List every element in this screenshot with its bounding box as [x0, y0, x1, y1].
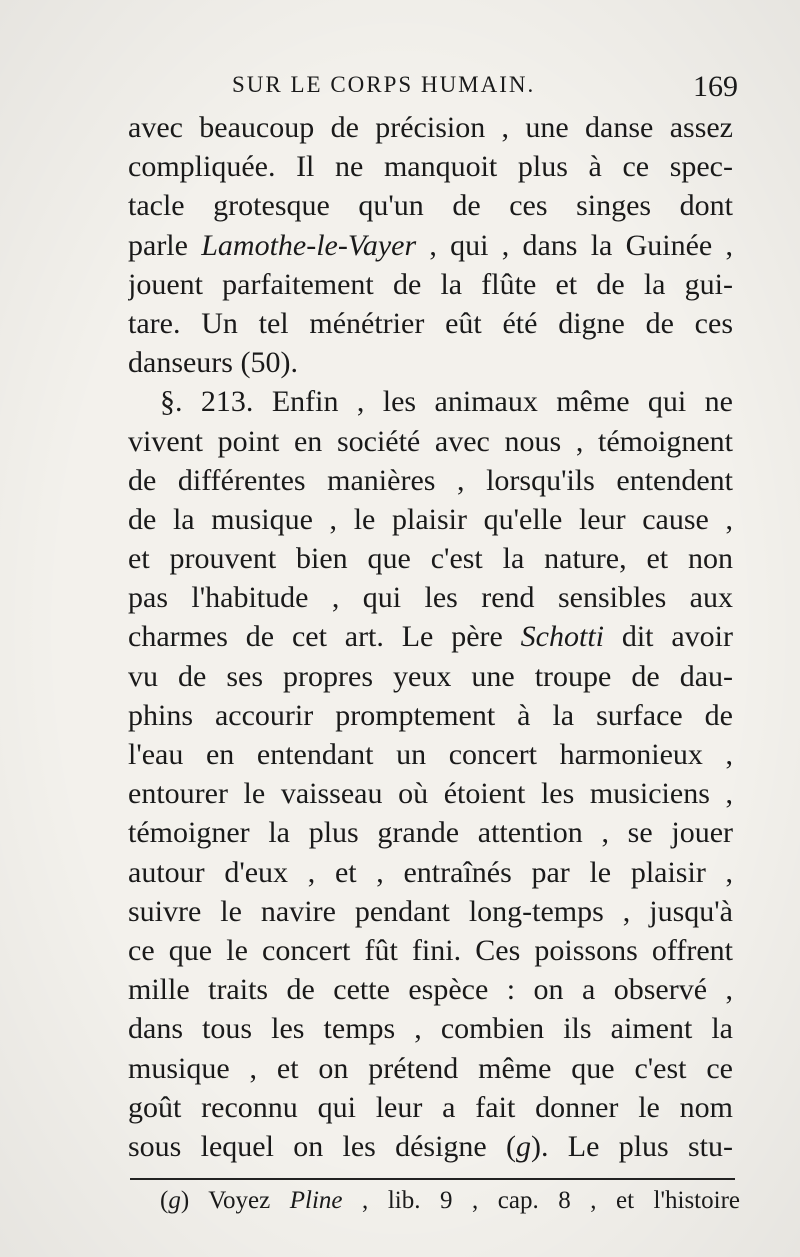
text-segment: , lib. 9 , cap. 8 , et l'histoire [342, 1187, 740, 1214]
text-segment: tacle grotesque qu'un de ces singes dont [128, 189, 733, 223]
italic-text: g [516, 1129, 532, 1163]
text-line [128, 461, 733, 500]
text-line [128, 382, 733, 421]
text-segment: sous lequel on les désigne ( [128, 1129, 517, 1163]
text-segment: l'eau en entendant un concert harmonieux , [128, 738, 733, 771]
text-segment: vu de ses propres yeux une troupe de dau- [128, 659, 733, 693]
text-segment: suivre le navire pendant long-temps , jusqu'à [128, 894, 733, 928]
text-line [128, 696, 733, 735]
text-segment: témoigner la plus grande attention , se jouer [128, 816, 733, 850]
text-line [128, 931, 733, 970]
text-segment: tare. Un tel ménétrier eût été digne de ces [128, 306, 733, 340]
footnote-rule [130, 1178, 735, 1180]
page-number: 169 [693, 70, 738, 103]
text-line [128, 539, 733, 578]
text-line [128, 617, 733, 656]
text-segment: de la musique , le plaisir qu'elle leur cause , [128, 502, 733, 536]
text-segment: danseurs (50). [128, 346, 298, 380]
text-line [128, 657, 733, 696]
text-segment: dit avoir [604, 620, 733, 654]
text-segment: ( [160, 1187, 169, 1214]
text-segment: , qui , dans la Guinée , [416, 228, 733, 262]
text-line [128, 304, 733, 343]
text-segment: dans tous les temps , combien ils aiment la [128, 1012, 733, 1046]
text-segment: et prouvent bien que c'est la nature, et non [128, 542, 733, 576]
text-segment: mille traits de cette espèce : on a observé , [128, 973, 733, 1007]
italic-text: Pline [289, 1187, 343, 1214]
text-segment: ). Le plus stu- [531, 1129, 733, 1163]
text-segment: de différentes manières , lorsqu'ils entendent [128, 463, 733, 497]
text-segment: charmes de cet art. Le père [128, 620, 521, 654]
text-segment: entourer le vaisseau où étoient les musiciens , [128, 777, 733, 811]
footnote [160, 1185, 740, 1217]
text-line [128, 108, 733, 147]
text-segment: pas l'habitude , qui les rend sensibles aux [128, 581, 733, 615]
text-line [128, 578, 733, 617]
body-text [128, 108, 733, 1166]
text-line [128, 970, 733, 1009]
text-line [128, 147, 733, 186]
text-segment: §. 213. Enfin , les animaux même qui ne [160, 385, 733, 419]
italic-text: Lamothe-le-Vayer [201, 228, 417, 262]
text-segment: ) Voyez [180, 1187, 290, 1214]
text-segment: goût reconnu qui leur a fait donner le nom [128, 1090, 733, 1124]
text-segment: compliquée. Il ne manquoit plus à ce spec- [128, 150, 733, 184]
text-line [128, 735, 733, 774]
text-line [128, 853, 733, 892]
running-head-title: SUR LE CORPS HUMAIN. [232, 72, 536, 97]
text-segment: parle [128, 228, 202, 262]
text-line [128, 1049, 733, 1088]
text-line [128, 1127, 733, 1166]
text-line [128, 813, 733, 852]
text-line [128, 265, 733, 304]
text-line [128, 774, 733, 813]
text-segment: vivent point en société avec nous , témoignent [128, 424, 733, 458]
text-line [128, 186, 733, 225]
text-segment: avec beaucoup de précision , une danse assez [128, 111, 733, 144]
text-line [128, 422, 733, 461]
text-line [128, 1009, 733, 1048]
italic-text: Schotti [520, 620, 604, 654]
text-line [128, 226, 733, 265]
text-segment: jouent parfaitement de la flûte et de la gui- [128, 267, 733, 301]
text-line [128, 1088, 733, 1127]
text-segment: phins accourir promptement à la surface de [128, 698, 733, 732]
text-segment: autour d'eux , et , entraînés par le plaisir , [128, 855, 733, 889]
text-line [128, 343, 733, 382]
text-segment: musique , et on prétend même que c'est ce [128, 1051, 733, 1085]
italic-text: g [168, 1187, 181, 1214]
text-line [128, 892, 733, 931]
text-line [128, 500, 733, 539]
text-segment: ce que le concert fût fini. Ces poissons offrent [128, 933, 733, 967]
